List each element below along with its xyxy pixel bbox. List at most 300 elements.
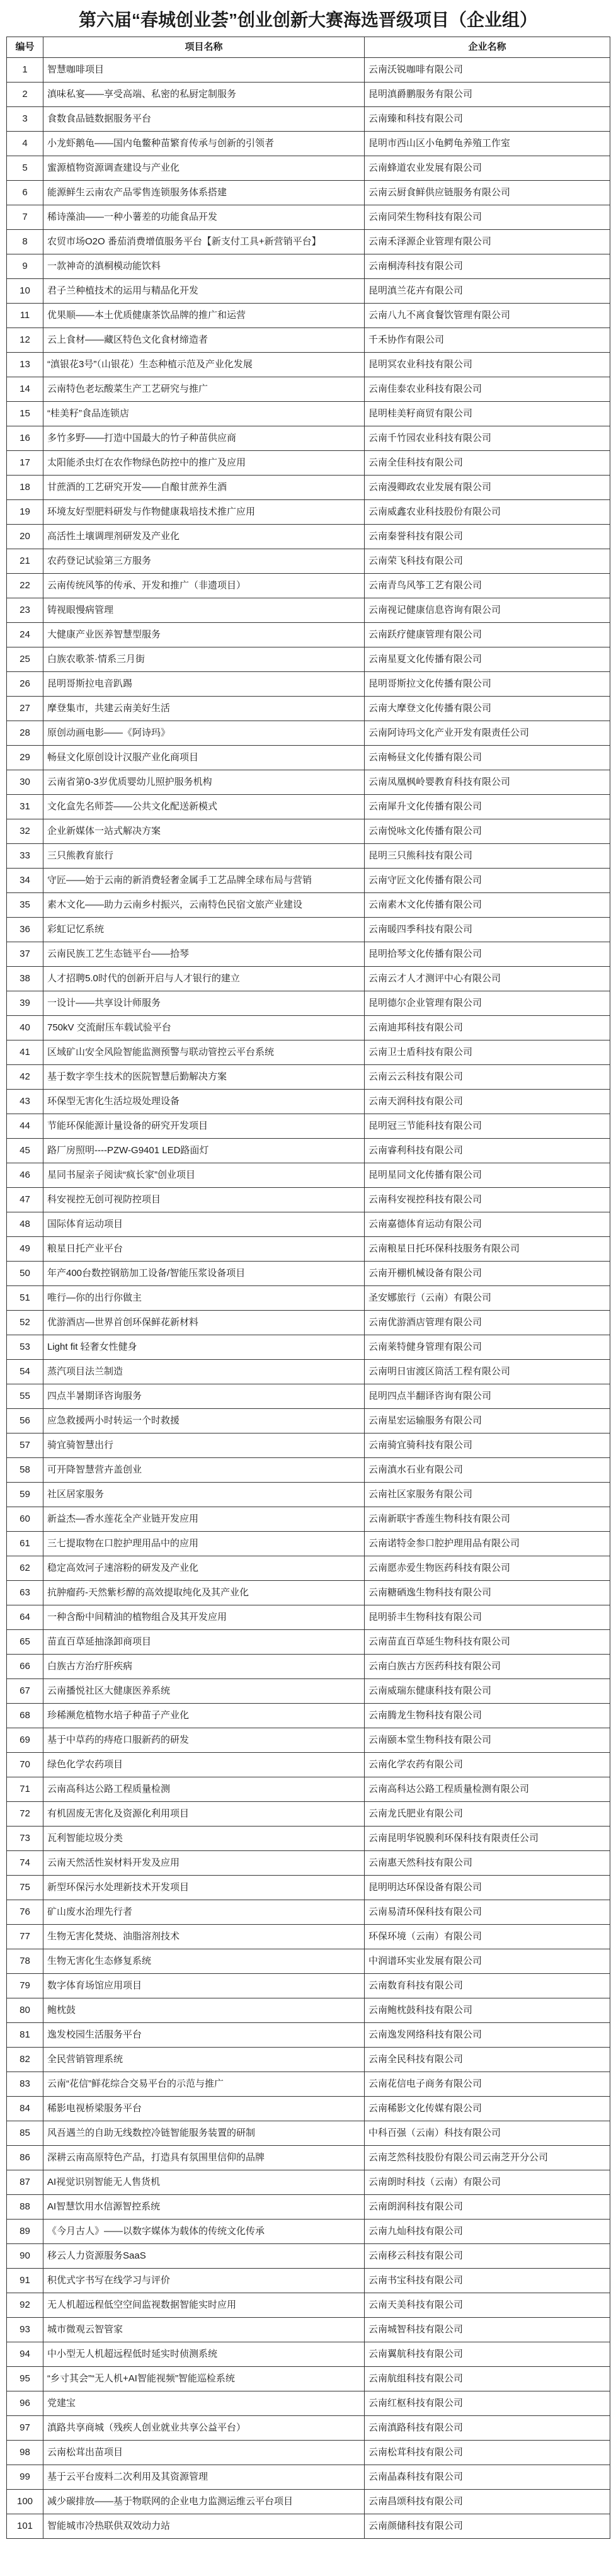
company-name: 云南朗时科技（云南）有限公司 xyxy=(365,2170,610,2195)
company-name: 云南数育科技有限公司 xyxy=(365,1974,610,1998)
table-row xyxy=(7,58,610,83)
company-name: 云南科安视控科技有限公司 xyxy=(365,1188,610,1212)
header-company: 企业名称 xyxy=(365,37,610,58)
table-row xyxy=(7,254,610,279)
row-number: 82 xyxy=(7,2048,43,2072)
company-name: 云南桐涛科技有限公司 xyxy=(365,254,610,279)
company-name: 云南嘉德体育运动有限公司 xyxy=(365,1212,610,1237)
company-name: 昆明市西山区小龟鳄龟养殖工作室 xyxy=(365,132,610,156)
row-number: 81 xyxy=(7,2023,43,2048)
project-name: 君子兰种植技术的运用与精品化开发 xyxy=(43,279,365,304)
company-name: 云南大摩登文化传播有限公司 xyxy=(365,697,610,721)
project-name: 环境友好型肥料研发与作物健康栽培技术推广应用 xyxy=(43,500,365,525)
company-name: 昆明桂美籽商贸有限公司 xyxy=(365,402,610,426)
table-row xyxy=(7,1507,610,1532)
project-name: 云上食材——藏区特色文化食材缔造者 xyxy=(43,328,365,353)
table-row xyxy=(7,2023,610,2048)
row-number: 21 xyxy=(7,549,43,574)
document-sheet xyxy=(6,8,610,2539)
company-name: 云南新联宇香莲生物科技有限公司 xyxy=(365,1507,610,1532)
company-name: 云南星宏运输服务有限公司 xyxy=(365,1409,610,1433)
project-name: 太阳能杀虫灯在农作物绿色防控中的推广及应用 xyxy=(43,451,365,476)
company-name: 云南稀影文化传媒有限公司 xyxy=(365,2097,610,2121)
company-name: 云南天润科技有限公司 xyxy=(365,1090,610,1114)
table-row xyxy=(7,1876,610,1900)
company-name: 千禾协作有限公司 xyxy=(365,328,610,353)
table-row xyxy=(7,353,610,377)
company-name: 圣安娜旅行（云南）有限公司 xyxy=(365,1286,610,1311)
project-name: 国际体育运动项目 xyxy=(43,1212,365,1237)
company-name: 云南粮星日托环保科技服务有限公司 xyxy=(365,1237,610,1262)
company-name: 昆明明达环保设备有限公司 xyxy=(365,1876,610,1900)
table-row xyxy=(7,1949,610,1974)
project-name: “乡寸其会”“无人机+AI智能视频”智能巡检系统 xyxy=(43,2367,365,2391)
row-number: 89 xyxy=(7,2220,43,2244)
row-number: 38 xyxy=(7,967,43,991)
project-name: 云南松茸出苗项目 xyxy=(43,2441,365,2465)
project-name: 风吾遇兰的自助无线数控冷链智能服务装置的研制 xyxy=(43,2121,365,2146)
company-name: 云南愿赤爱生物医药科技有限公司 xyxy=(365,1556,610,1581)
project-table xyxy=(6,37,610,2539)
company-name: 云南云厨食鲜供应链服务有限公司 xyxy=(365,181,610,205)
company-name: 云南禾泽源企业管理有限公司 xyxy=(365,230,610,254)
project-name: AI智慧饮用水信源智控系统 xyxy=(43,2195,365,2220)
project-name: 滇路共享商城（残疾人创业就业共享公益平台） xyxy=(43,2416,365,2441)
table-row xyxy=(7,1777,610,1802)
table-row xyxy=(7,1483,610,1507)
row-number: 13 xyxy=(7,353,43,377)
project-name: 鲍枕鼓 xyxy=(43,1998,365,2023)
table-row xyxy=(7,1974,610,1998)
project-name: 智慧咖啡项目 xyxy=(43,58,365,83)
company-name: 云南诺特金参口腔护理用品有限公司 xyxy=(365,1532,610,1556)
row-number: 74 xyxy=(7,1851,43,1876)
project-name: “滇银花3号”（山银花）生态种植示范及产业化发展 xyxy=(43,353,365,377)
table-row xyxy=(7,2416,610,2441)
table-row xyxy=(7,991,610,1016)
company-name: 云南卫士盾科技有限公司 xyxy=(365,1040,610,1065)
row-number: 29 xyxy=(7,746,43,770)
project-name: 路厂房照明----PZW-G9401 LED路面灯 xyxy=(43,1139,365,1163)
table-row xyxy=(7,598,610,623)
project-name: 科安视控无创可视防控项目 xyxy=(43,1188,365,1212)
company-name: 云南高科达公路工程质量检测有限公司 xyxy=(365,1777,610,1802)
company-name: 云南千竹园农业科技有限公司 xyxy=(365,426,610,451)
project-name: 一种含酚中间精油的植物组合及其开发应用 xyxy=(43,1605,365,1630)
row-number: 40 xyxy=(7,1016,43,1040)
company-name: 昆明滇爵鹏服务有限公司 xyxy=(365,83,610,107)
company-name: 云南优游酒店管理有限公司 xyxy=(365,1311,610,1335)
table-row xyxy=(7,230,610,254)
row-number: 14 xyxy=(7,377,43,402)
table-row xyxy=(7,1311,610,1335)
company-name: 云南莱特健身管理有限公司 xyxy=(365,1335,610,1360)
project-name: 移云人力资源服务SaaS xyxy=(43,2244,365,2269)
company-name: 云南视记健康信息咨询有限公司 xyxy=(365,598,610,623)
row-number: 84 xyxy=(7,2097,43,2121)
project-name: 党建宝 xyxy=(43,2391,365,2416)
company-name: 云南书宝科技有限公司 xyxy=(365,2269,610,2293)
row-number: 5 xyxy=(7,156,43,181)
table-row xyxy=(7,1802,610,1827)
company-name: 云南天美科技有限公司 xyxy=(365,2293,610,2318)
company-name: 云南明日宙渡区筒活工程有限公司 xyxy=(365,1360,610,1384)
company-name: 云南惠天然科技有限公司 xyxy=(365,1851,610,1876)
row-number: 39 xyxy=(7,991,43,1016)
company-name: 云南佳泰农业科技有限公司 xyxy=(365,377,610,402)
company-name: 云南城智科技有限公司 xyxy=(365,2318,610,2342)
company-name: 云南蜂道农业发展有限公司 xyxy=(365,156,610,181)
company-name: 云南青鸟风筝工艺有限公司 xyxy=(365,574,610,598)
project-name: 稀诗藻油——一种小薯差的功能食品开发 xyxy=(43,205,365,230)
company-name: 云南云云科技有限公司 xyxy=(365,1065,610,1090)
row-number: 47 xyxy=(7,1188,43,1212)
table-row xyxy=(7,1998,610,2023)
table-row xyxy=(7,2048,610,2072)
row-number: 7 xyxy=(7,205,43,230)
project-name: 三只熊教育旅行 xyxy=(43,844,365,869)
table-row xyxy=(7,2391,610,2416)
project-name: 小龙虾鹅龟——国内龟鳖种苗繁育传承与创新的引领者 xyxy=(43,132,365,156)
row-number: 64 xyxy=(7,1605,43,1630)
table-row xyxy=(7,1581,610,1605)
table-row xyxy=(7,1458,610,1483)
company-name: 云南苗直百草延生物科技有限公司 xyxy=(365,1630,610,1655)
project-name: 云南民族工艺生态链平台——拾琴 xyxy=(43,942,365,967)
row-number: 42 xyxy=(7,1065,43,1090)
row-number: 46 xyxy=(7,1163,43,1188)
table-row xyxy=(7,1900,610,1925)
project-name: 粮星日托产业平台 xyxy=(43,1237,365,1262)
table-row xyxy=(7,1286,610,1311)
row-number: 58 xyxy=(7,1458,43,1483)
table-row xyxy=(7,1655,610,1679)
company-name: 云南社区家服务有限公司 xyxy=(365,1483,610,1507)
company-name: 云南威瑞东健康科技有限公司 xyxy=(365,1679,610,1704)
project-name: 白族农歌茶·情系三月街 xyxy=(43,647,365,672)
company-name: 昆明骄丰生物科技有限公司 xyxy=(365,1605,610,1630)
company-name: 云南守匠文化传播有限公司 xyxy=(365,869,610,893)
project-name: 三七提取物在口腔护理用品中的应用 xyxy=(43,1532,365,1556)
row-number: 101 xyxy=(7,2514,43,2539)
project-name: AI视觉识别智能无人售货机 xyxy=(43,2170,365,2195)
row-number: 78 xyxy=(7,1949,43,1974)
company-name: 云南航组科技有限公司 xyxy=(365,2367,610,2391)
project-name: 人才招聘5.0时代的创新开启与人才银行的建立 xyxy=(43,967,365,991)
company-name: 云南鲍枕鼓科技有限公司 xyxy=(365,1998,610,2023)
row-number: 98 xyxy=(7,2441,43,2465)
project-name: 区域矿山安全风险智能监测预警与联动管控云平台系统 xyxy=(43,1040,365,1065)
company-name: 云南花信电子商务有限公司 xyxy=(365,2072,610,2097)
table-row xyxy=(7,2269,610,2293)
company-name: 环保环境（云南）有限公司 xyxy=(365,1925,610,1949)
company-name: 云南威鑫农业科技股份有限公司 xyxy=(365,500,610,525)
row-number: 16 xyxy=(7,426,43,451)
table-row xyxy=(7,451,610,476)
company-name: 昆明哥斯拉文化传播有限公司 xyxy=(365,672,610,697)
company-name: 云南朗润科技有限公司 xyxy=(365,2195,610,2220)
row-number: 100 xyxy=(7,2490,43,2514)
project-name: 无人机超远程低空空间监视数据智能实时应用 xyxy=(43,2293,365,2318)
row-number: 57 xyxy=(7,1433,43,1458)
company-name: 云南逸发网络科技有限公司 xyxy=(365,2023,610,2048)
project-name: “桂美籽”食品连锁店 xyxy=(43,402,365,426)
company-name: 云南芝然科技股份有限公司云南芝开分公司 xyxy=(365,2146,610,2170)
row-number: 30 xyxy=(7,770,43,795)
row-number: 54 xyxy=(7,1360,43,1384)
row-number: 92 xyxy=(7,2293,43,2318)
row-number: 76 xyxy=(7,1900,43,1925)
project-name: 优游酒店—世界首创环保鲜花新材料 xyxy=(43,1311,365,1335)
project-name: 750kV 交流耐压车载试验平台 xyxy=(43,1016,365,1040)
table-row xyxy=(7,746,610,770)
company-name: 云南易清环保科技有限公司 xyxy=(365,1900,610,1925)
table-row xyxy=(7,1433,610,1458)
project-name: 瓦利智能垃圾分类 xyxy=(43,1827,365,1851)
table-row xyxy=(7,1925,610,1949)
project-name: 云南特色老坛酸菜生产工艺研究与推广 xyxy=(43,377,365,402)
project-name: 生物无害化生态修复系统 xyxy=(43,1949,365,1974)
project-name: 深耕云南高原特色产品，打造具有氛围里信仰的品牌 xyxy=(43,2146,365,2170)
table-row xyxy=(7,1753,610,1777)
row-number: 59 xyxy=(7,1483,43,1507)
table-row xyxy=(7,1090,610,1114)
table-row xyxy=(7,1630,610,1655)
row-number: 70 xyxy=(7,1753,43,1777)
company-name: 云南跃疗健康管理有限公司 xyxy=(365,623,610,647)
row-number: 71 xyxy=(7,1777,43,1802)
company-name: 云南开棚机械设备有限公司 xyxy=(365,1262,610,1286)
project-name: 稀影电视桥梁服务平台 xyxy=(43,2097,365,2121)
table-row xyxy=(7,1040,610,1065)
table-row xyxy=(7,107,610,132)
table-row xyxy=(7,1212,610,1237)
row-number: 88 xyxy=(7,2195,43,2220)
company-name: 云南悦咏文化传播有限公司 xyxy=(365,819,610,844)
row-number: 25 xyxy=(7,647,43,672)
company-name: 云南云才人才测评中心有限公司 xyxy=(365,967,610,991)
row-number: 17 xyxy=(7,451,43,476)
table-row xyxy=(7,2342,610,2367)
project-name: 社区居家服务 xyxy=(43,1483,365,1507)
row-number: 61 xyxy=(7,1532,43,1556)
table-row xyxy=(7,2318,610,2342)
row-number: 44 xyxy=(7,1114,43,1139)
project-name: 中小型无人机超远程低时延实时侦测系统 xyxy=(43,2342,365,2367)
company-name: 昆明三只熊科技有限公司 xyxy=(365,844,610,869)
table-row xyxy=(7,1163,610,1188)
table-row xyxy=(7,476,610,500)
company-name: 云南全民科技有限公司 xyxy=(365,2048,610,2072)
project-name: 畅昼文化原创设计汉服产业化商项目 xyxy=(43,746,365,770)
row-number: 26 xyxy=(7,672,43,697)
row-number: 51 xyxy=(7,1286,43,1311)
table-row xyxy=(7,402,610,426)
table-row xyxy=(7,377,610,402)
row-number: 4 xyxy=(7,132,43,156)
table-row xyxy=(7,918,610,942)
table-row xyxy=(7,869,610,893)
table-row xyxy=(7,156,610,181)
table-row xyxy=(7,1065,610,1090)
company-name: 云南荣飞科技有限公司 xyxy=(365,549,610,574)
company-name: 云南臻和科技有限公司 xyxy=(365,107,610,132)
project-name: 基于云平台废料二次利用及其资源管理 xyxy=(43,2465,365,2490)
company-name: 云南漫卿政农业发展有限公司 xyxy=(365,476,610,500)
table-row xyxy=(7,1827,610,1851)
table-row xyxy=(7,819,610,844)
row-number: 55 xyxy=(7,1384,43,1409)
row-number: 75 xyxy=(7,1876,43,1900)
project-name: 基于数字孪生技术的医院智慧后勤解决方案 xyxy=(43,1065,365,1090)
project-name: 稳定高效河子速溶粉的研发及产业化 xyxy=(43,1556,365,1581)
company-name: 云南晶森科技有限公司 xyxy=(365,2465,610,2490)
project-name: 应急救援两小时转运一个时救援 xyxy=(43,1409,365,1433)
table-row xyxy=(7,1532,610,1556)
project-name: 守匠——始于云南的新消费轻奢金属手工艺品牌全球布局与营销 xyxy=(43,869,365,893)
project-name: 优果顺——本土优质健康茶饮品牌的推广和运营 xyxy=(43,304,365,328)
table-row xyxy=(7,844,610,869)
row-number: 49 xyxy=(7,1237,43,1262)
project-name: 环保型无害化生活垃圾处理设备 xyxy=(43,1090,365,1114)
project-name: 智能城市冷热联供双效动力站 xyxy=(43,2514,365,2539)
project-name: 蒸汽项目法兰制造 xyxy=(43,1360,365,1384)
table-row xyxy=(7,721,610,746)
company-name: 云南移云科技有限公司 xyxy=(365,2244,610,2269)
company-name: 云南翼航科技有限公司 xyxy=(365,2342,610,2367)
project-name: 生物无害化焚烧、油脂溶剂技术 xyxy=(43,1925,365,1949)
row-number: 36 xyxy=(7,918,43,942)
company-name: 云南昌颂科技有限公司 xyxy=(365,2490,610,2514)
project-name: 绿色化学农药项目 xyxy=(43,1753,365,1777)
project-name: 珍稀濒危植物水培子种苗子产业化 xyxy=(43,1704,365,1728)
project-name: 年产400台数控钢筋加工设备/智能压浆设备项目 xyxy=(43,1262,365,1286)
table-row xyxy=(7,2244,610,2269)
row-number: 12 xyxy=(7,328,43,353)
project-name: 云南传统风筝的传承、开发和推广（非遗项目） xyxy=(43,574,365,598)
company-name: 云南腾龙生物科技有限公司 xyxy=(365,1704,610,1728)
row-number: 32 xyxy=(7,819,43,844)
company-name: 云南白族古方医药科技有限公司 xyxy=(365,1655,610,1679)
row-number: 50 xyxy=(7,1262,43,1286)
project-name: 白族古方治疗肝疾病 xyxy=(43,1655,365,1679)
table-row xyxy=(7,2195,610,2220)
company-name: 中润谱环实业发展有限公司 xyxy=(365,1949,610,1974)
company-name: 云南松茸科技有限公司 xyxy=(365,2441,610,2465)
row-number: 85 xyxy=(7,2121,43,2146)
company-name: 中科百强（云南）科技有限公司 xyxy=(365,2121,610,2146)
table-row xyxy=(7,83,610,107)
project-name: 苗直百草延抽涤卸商项目 xyxy=(43,1630,365,1655)
row-number: 99 xyxy=(7,2465,43,2490)
table-row xyxy=(7,2220,610,2244)
table-row xyxy=(7,2465,610,2490)
project-name: 企业新媒体一站式解决方案 xyxy=(43,819,365,844)
row-number: 96 xyxy=(7,2391,43,2416)
row-number: 87 xyxy=(7,2170,43,2195)
project-name: 食数食品链数据服务平台 xyxy=(43,107,365,132)
table-row xyxy=(7,1262,610,1286)
row-number: 95 xyxy=(7,2367,43,2391)
company-name: 昆明星同文化传播有限公司 xyxy=(365,1163,610,1188)
project-name: 节能环保能源计量设备的研究开发项目 xyxy=(43,1114,365,1139)
table-row xyxy=(7,2367,610,2391)
table-row xyxy=(7,574,610,598)
row-number: 22 xyxy=(7,574,43,598)
project-name: 一设计——共享设计师服务 xyxy=(43,991,365,1016)
row-number: 43 xyxy=(7,1090,43,1114)
project-name: 减少碳排放——基于物联网的企业电力监测运维云平台项目 xyxy=(43,2490,365,2514)
company-name: 云南阿诗玛文化产业开发有限责任公司 xyxy=(365,721,610,746)
table-row xyxy=(7,1237,610,1262)
table-row xyxy=(7,2441,610,2465)
table-row xyxy=(7,2514,610,2539)
project-name: 大健康产业医养智慧型服务 xyxy=(43,623,365,647)
company-name: 云南昆明华锐膜利环保科技有限责任公司 xyxy=(365,1827,610,1851)
company-name: 云南同荣生物科技有限公司 xyxy=(365,205,610,230)
row-number: 93 xyxy=(7,2318,43,2342)
project-name: 农贸市场O2O 番茄消费增值服务平台【新支付工具+新营销平台】 xyxy=(43,230,365,254)
company-name: 云南畅昼文化传播有限公司 xyxy=(365,746,610,770)
table-row xyxy=(7,132,610,156)
company-name: 云南颐本堂生物科技有限公司 xyxy=(365,1728,610,1753)
table-row xyxy=(7,2097,610,2121)
project-name: 滇味私宴——享受高端、私密的私厨定制服务 xyxy=(43,83,365,107)
company-name: 昆明拾琴文化传播有限公司 xyxy=(365,942,610,967)
project-name: 《今月古人》——以数字媒体为载体的传统文化传承 xyxy=(43,2220,365,2244)
project-name: 文化盒先名师荟——公共文化配送新模式 xyxy=(43,795,365,819)
project-name: 基于中草药的痔疮口服新药的研发 xyxy=(43,1728,365,1753)
row-number: 53 xyxy=(7,1335,43,1360)
row-number: 35 xyxy=(7,893,43,918)
table-row xyxy=(7,1335,610,1360)
table-row xyxy=(7,623,610,647)
project-name: 唯行—你的出行你做主 xyxy=(43,1286,365,1311)
company-name: 云南迪邦科技有限公司 xyxy=(365,1016,610,1040)
table-row xyxy=(7,967,610,991)
project-name: 全民营销管理系统 xyxy=(43,2048,365,2072)
table-row xyxy=(7,1114,610,1139)
table-row xyxy=(7,2146,610,2170)
project-name: 蜜源植物资源调查建设与产业化 xyxy=(43,156,365,181)
project-name: 云南“花信”鲜花综合交易平台的示范与推广 xyxy=(43,2072,365,2097)
project-name: 云南高科达公路工程质量检测 xyxy=(43,1777,365,1802)
table-row xyxy=(7,2121,610,2146)
header-project: 项目名称 xyxy=(43,37,365,58)
row-number: 48 xyxy=(7,1212,43,1237)
table-row xyxy=(7,205,610,230)
row-number: 6 xyxy=(7,181,43,205)
project-name: 积优式字书写在线学习与评价 xyxy=(43,2269,365,2293)
project-name: 有机固废无害化及资源化利用项目 xyxy=(43,1802,365,1827)
company-name: 云南沃锐咖啡有限公司 xyxy=(365,58,610,83)
project-name: 能源鲜生云南农产品零售连锁服务体系搭建 xyxy=(43,181,365,205)
row-number: 18 xyxy=(7,476,43,500)
project-name: 农药登记试验第三方服务 xyxy=(43,549,365,574)
table-row xyxy=(7,697,610,721)
project-name: 一款神奇的滇桐模动能饮料 xyxy=(43,254,365,279)
company-name: 云南素木文化传播有限公司 xyxy=(365,893,610,918)
table-row xyxy=(7,2490,610,2514)
company-name: 云南骑宜骑科技有限公司 xyxy=(365,1433,610,1458)
row-number: 68 xyxy=(7,1704,43,1728)
company-name: 云南颜储科技有限公司 xyxy=(365,2514,610,2539)
project-name: 矿山废水治理先行者 xyxy=(43,1900,365,1925)
table-row xyxy=(7,1139,610,1163)
table-row xyxy=(7,426,610,451)
company-name: 昆明冠三节能科技有限公司 xyxy=(365,1114,610,1139)
row-number: 73 xyxy=(7,1827,43,1851)
